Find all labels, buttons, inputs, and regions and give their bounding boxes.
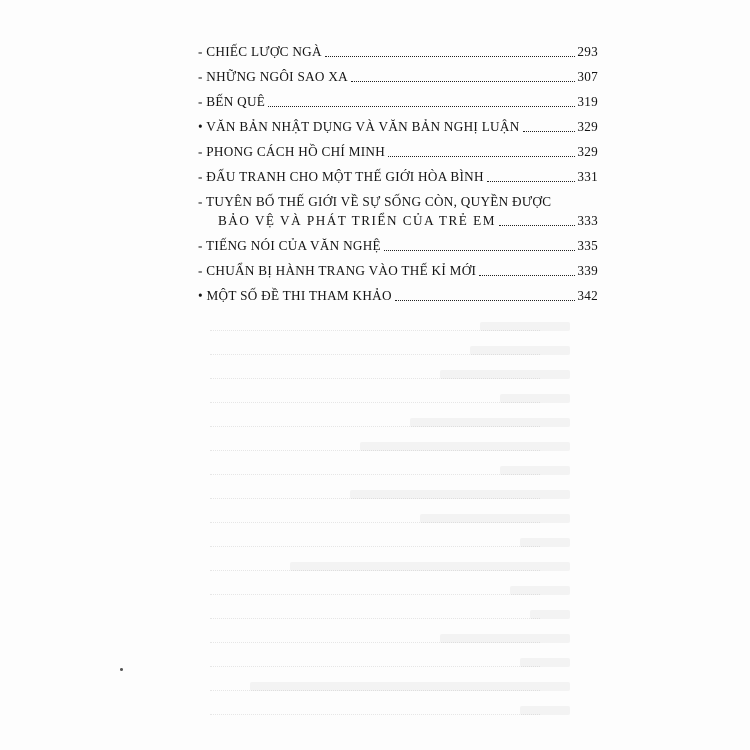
toc-entry [198, 44, 598, 60]
toc-entry-page: 331 [577, 169, 598, 184]
toc-entry-title: • MỘT SỐ ĐỀ THI THAM KHẢO [198, 288, 392, 303]
toc-entry [198, 263, 598, 279]
dot-leader [395, 300, 575, 301]
toc-entry-title: - CHIẾC LƯỢC NGÀ [198, 44, 322, 59]
toc-entry-title: • VĂN BẢN NHẬT DỤNG VÀ VĂN BẢN NGHỊ LUẬN [198, 119, 520, 134]
toc-entry-title: - BẾN QUÊ [198, 94, 266, 109]
toc-entry-page: 293 [577, 44, 598, 59]
toc-entry-page: 307 [577, 69, 598, 84]
toc-entry-title: - CHUẨN BỊ HÀNH TRANG VÀO THẾ KỈ MỚI [198, 263, 477, 278]
dot-leader [325, 56, 575, 57]
dot-leader [523, 131, 576, 132]
toc-entry [198, 169, 598, 185]
toc-entry-title: - TIẾNG NÓI CỦA VĂN NGHỆ [198, 238, 381, 253]
toc-entry-page: 339 [577, 263, 598, 278]
toc-entry-title: - PHONG CÁCH HỒ CHÍ MINH [198, 144, 386, 159]
dot-leader [479, 275, 575, 276]
toc-entry [198, 69, 598, 85]
toc-entry [198, 144, 598, 160]
dot-leader [384, 250, 575, 251]
toc-entry-title-continuation: BẢO VỆ VÀ PHÁT TRIỂN CỦA TRẺ EM [218, 213, 496, 228]
toc-entry-title: - TUYÊN BỐ THẾ GIỚI VỀ SỰ SỐNG CÒN, QUYỀN ĐƯỢC [198, 194, 552, 209]
toc-entry-title: - ĐẤU TRANH CHO MỘT THẾ GIỚI HÒA BÌNH [198, 169, 484, 184]
toc-section-heading [198, 119, 598, 135]
toc-entry [198, 238, 598, 254]
toc-entry-page: 329 [577, 119, 598, 134]
dot-leader [388, 156, 575, 157]
toc-entry [198, 94, 598, 110]
toc-entry-continuation [198, 213, 598, 229]
toc-entry-title: - NHỮNG NGÔI SAO XA [198, 69, 348, 84]
table-of-contents [198, 44, 598, 304]
toc-entry [198, 194, 598, 210]
toc-entry-page: 329 [577, 144, 598, 159]
dot-leader [351, 81, 575, 82]
toc-entry-page: 333 [577, 213, 598, 228]
toc-entry-page: 319 [577, 94, 598, 109]
dot-leader [268, 106, 575, 107]
toc-entry-page: 335 [577, 238, 598, 253]
toc-entry-page: 342 [577, 288, 598, 303]
dot-leader [487, 181, 575, 182]
ink-speck [120, 668, 123, 671]
toc-section-heading [198, 288, 598, 304]
dot-leader [499, 225, 575, 226]
